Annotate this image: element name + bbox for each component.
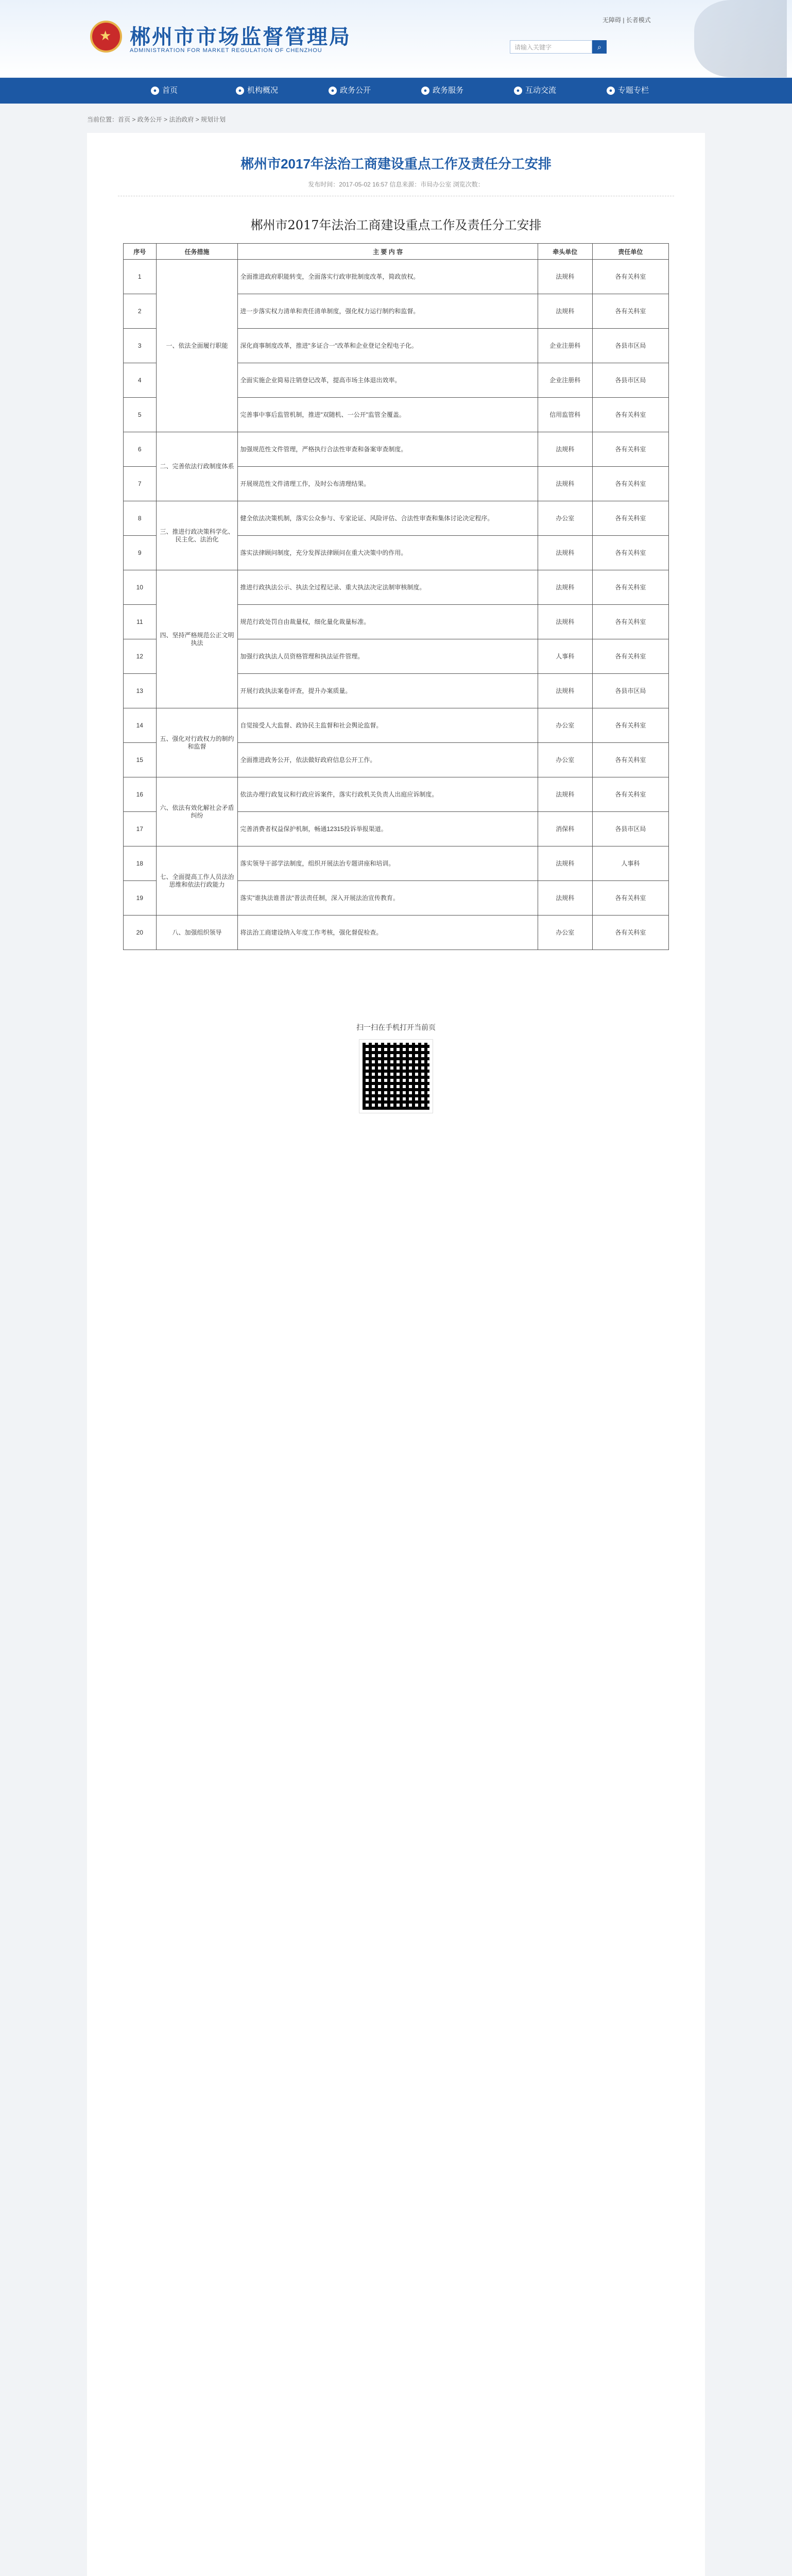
table-cell: 2: [124, 294, 157, 329]
building-icon: ●: [236, 87, 244, 95]
table-row: [124, 846, 669, 881]
table-cell: 推进行政执法公示、执法全过程记录、重大执法决定法制审核制度。: [238, 570, 538, 605]
table-cell: 7: [124, 467, 157, 501]
table-cell: 6: [124, 432, 157, 467]
nav-item-label: 政务服务: [432, 86, 463, 95]
table-row: [124, 501, 669, 536]
service-icon: ●: [421, 87, 429, 95]
table-cell: 各有关科室: [592, 432, 668, 467]
table-cell: 各有关科室: [592, 570, 668, 605]
table-cell: 12: [124, 639, 157, 674]
table-row: [124, 708, 669, 743]
table-cell: 1: [124, 260, 157, 294]
table-cell: 各有关科室: [592, 605, 668, 639]
table-cell: 信用监管科: [538, 398, 592, 432]
table-cell: 8: [124, 501, 157, 536]
lion-statue-image: [694, 0, 787, 77]
table-cell: 9: [124, 536, 157, 570]
table-cell: 人事科: [538, 639, 592, 674]
table-cell: 13: [124, 674, 157, 708]
table-cell: 全面推进政府职能转变，全面落实行政审批制度改革，简政放权。: [238, 260, 538, 294]
table-cell: 加强行政执法人员资格管理和执法证件管理。: [238, 639, 538, 674]
table-cell: 完善事中事后监管机制，推进"双随机、一公开"监管全覆盖。: [238, 398, 538, 432]
table-cell: 各县市区局: [592, 674, 668, 708]
table-cell: 法规科: [538, 536, 592, 570]
table-cell: 17: [124, 812, 157, 846]
table-cell: 法规科: [538, 260, 592, 294]
table-cell: 办公室: [538, 708, 592, 743]
accessibility-links[interactable]: 无障碍 | 长者模式: [602, 16, 651, 24]
nav-item[interactable]: [120, 78, 208, 104]
table-row: [124, 260, 669, 294]
table-cell: 深化商事制度改革，推进"多证合一"改革和企业登记全程电子化。: [238, 329, 538, 363]
nav-item[interactable]: [306, 78, 393, 104]
table-cell: 各有关科室: [592, 743, 668, 777]
table-cell: 全面实施企业简易注销登记改革，提高市场主体退出效率。: [238, 363, 538, 398]
table-cell: 各县市区局: [592, 329, 668, 363]
table-cell: 19: [124, 881, 157, 916]
table-row: [124, 432, 669, 467]
table-cell: 法规科: [538, 432, 592, 467]
table-cell: 各有关科室: [592, 916, 668, 950]
topic-icon: ●: [607, 87, 615, 95]
site-header: [0, 0, 792, 78]
table-cell: 各有关科室: [592, 294, 668, 329]
table-cell: 法规科: [538, 570, 592, 605]
nav-item[interactable]: [213, 78, 301, 104]
table-cell: 15: [124, 743, 157, 777]
table-cell: 5: [124, 398, 157, 432]
qr-label: 扫一扫在手机打开当前页: [356, 1023, 436, 1031]
table-cell: 进一步落实权力清单和责任清单制度，强化权力运行制约和监督。: [238, 294, 538, 329]
table-cell: 全面推进政务公开，依法做好政府信息公开工作。: [238, 743, 538, 777]
table-cell: 10: [124, 570, 157, 605]
table-cell: 自觉接受人大监督、政协民主监督和社会舆论监督。: [238, 708, 538, 743]
table-cell: 11: [124, 605, 157, 639]
table-cell: 各有关科室: [592, 881, 668, 916]
table-cell: 二、完善依法行政制度体系: [156, 432, 238, 501]
table-cell: 16: [124, 777, 157, 812]
table-cell: 企业注册科: [538, 363, 592, 398]
site-subtitle: ADMINISTRATION FOR MARKET REGULATION OF CHENZHOU: [130, 47, 322, 54]
table-cell: 三、推进行政决策科学化、民主化、法治化: [156, 501, 238, 570]
table-header-cell: 责任单位: [592, 244, 668, 260]
nav-item[interactable]: [584, 78, 672, 104]
table-cell: 各有关科室: [592, 536, 668, 570]
article-title: 郴州市2017年法治工商建设重点工作及责任分工安排: [240, 156, 552, 172]
table-cell: 落实"谁执法谁普法"普法责任制，深入开展法治宣传教育。: [238, 881, 538, 916]
table-cell: 各县市区局: [592, 812, 668, 846]
nav-item[interactable]: [491, 78, 579, 104]
table-cell: 加强规范性文件管理，严格执行合法性审查和备案审查制度。: [238, 432, 538, 467]
table-cell: 法规科: [538, 881, 592, 916]
national-emblem-icon: ★: [90, 21, 122, 53]
table-cell: 14: [124, 708, 157, 743]
document-icon: ●: [329, 87, 337, 95]
table-cell: 法规科: [538, 846, 592, 881]
table-row: [124, 916, 669, 950]
table-cell: 各有关科室: [592, 398, 668, 432]
search-input[interactable]: 请输入关键字: [510, 40, 592, 54]
search-icon[interactable]: ⌕: [592, 40, 607, 54]
table-cell: 各县市区局: [592, 363, 668, 398]
nav-item-label: 政务公开: [339, 86, 371, 95]
table-cell: 八、加强组织领导: [156, 916, 238, 950]
table-cell: 人事科: [592, 846, 668, 881]
main-nav: [0, 78, 792, 104]
table-header-cell: 序号: [124, 244, 157, 260]
table-cell: 4: [124, 363, 157, 398]
table-cell: 法规科: [538, 777, 592, 812]
table-row: [124, 777, 669, 812]
table-cell: 20: [124, 916, 157, 950]
table-cell: 法规科: [538, 605, 592, 639]
nav-item-label: 首页: [162, 86, 178, 95]
table-cell: 办公室: [538, 501, 592, 536]
nav-item-label: 机构概况: [247, 86, 278, 95]
table-cell: 企业注册科: [538, 329, 592, 363]
site-title[interactable]: 郴州市市场监督管理局: [130, 25, 351, 49]
table-cell: 18: [124, 846, 157, 881]
table-cell: 开展行政执法案卷评查，提升办案质量。: [238, 674, 538, 708]
table-cell: 开展规范性文件清理工作，及时公布清理结果。: [238, 467, 538, 501]
table-cell: 法规科: [538, 674, 592, 708]
table-cell: 四、坚持严格规范公正文明执法: [156, 570, 238, 708]
breadcrumb[interactable]: 当前位置：首页 > 政务公开 > 法治政府 > 规划计划: [87, 116, 226, 123]
table-cell: 依法办理行政复议和行政应诉案件，落实行政机关负责人出庭应诉制度。: [238, 777, 538, 812]
table-cell: 各有关科室: [592, 467, 668, 501]
article-container: [87, 133, 705, 2576]
nav-item[interactable]: [399, 78, 486, 104]
table-cell: 落实领导干部学法制度，组织开展法治专题讲座和培训。: [238, 846, 538, 881]
table-cell: 五、强化对行政权力的制约和监督: [156, 708, 238, 777]
table-cell: 各有关科室: [592, 777, 668, 812]
table-cell: 办公室: [538, 916, 592, 950]
table-cell: 将法治工商建设纳入年度工作考核，强化督促检查。: [238, 916, 538, 950]
table-cell: 七、全面提高工作人员法治思维和依法行政能力: [156, 846, 238, 916]
task-table: [123, 243, 669, 950]
table-cell: 法规科: [538, 294, 592, 329]
table-cell: 消保科: [538, 812, 592, 846]
table-cell: 办公室: [538, 743, 592, 777]
page-qr-code: [359, 1040, 433, 1113]
table-row: [124, 570, 669, 605]
document-title: 郴州市2017年法治工商建设重点工作及责任分工安排: [250, 218, 542, 232]
table-cell: 落实法律顾问制度，充分发挥法律顾问在重大决策中的作用。: [238, 536, 538, 570]
table-cell: 3: [124, 329, 157, 363]
table-cell: 各有关科室: [592, 639, 668, 674]
home-icon: ●: [151, 87, 159, 95]
table-cell: 各有关科室: [592, 708, 668, 743]
table-cell: 规范行政处罚自由裁量权，细化量化裁量标准。: [238, 605, 538, 639]
table-header-cell: 主 要 内 容: [238, 244, 538, 260]
chat-icon: ●: [514, 87, 522, 95]
table-cell: 一、依法全面履行职能: [156, 260, 238, 432]
article-meta: 发布时间：2017-05-02 16:57 信息来源：市局办公室 浏览次数：: [118, 180, 674, 196]
table-header-cell: 牵头单位: [538, 244, 592, 260]
table-cell: 健全依法决策机制，落实公众参与、专家论证、风险评估、合法性审查和集体讨论决定程序。: [238, 501, 538, 536]
table-cell: 六、依法有效化解社会矛盾纠纷: [156, 777, 238, 846]
table-cell: 各有关科室: [592, 501, 668, 536]
nav-item-label: 专题专栏: [617, 86, 649, 95]
table-cell: 各有关科室: [592, 260, 668, 294]
nav-item-label: 互动交流: [525, 86, 556, 95]
table-header-cell: 任务措施: [156, 244, 238, 260]
table-cell: 法规科: [538, 467, 592, 501]
table-cell: 完善消费者权益保护机制，畅通12315投诉举报渠道。: [238, 812, 538, 846]
